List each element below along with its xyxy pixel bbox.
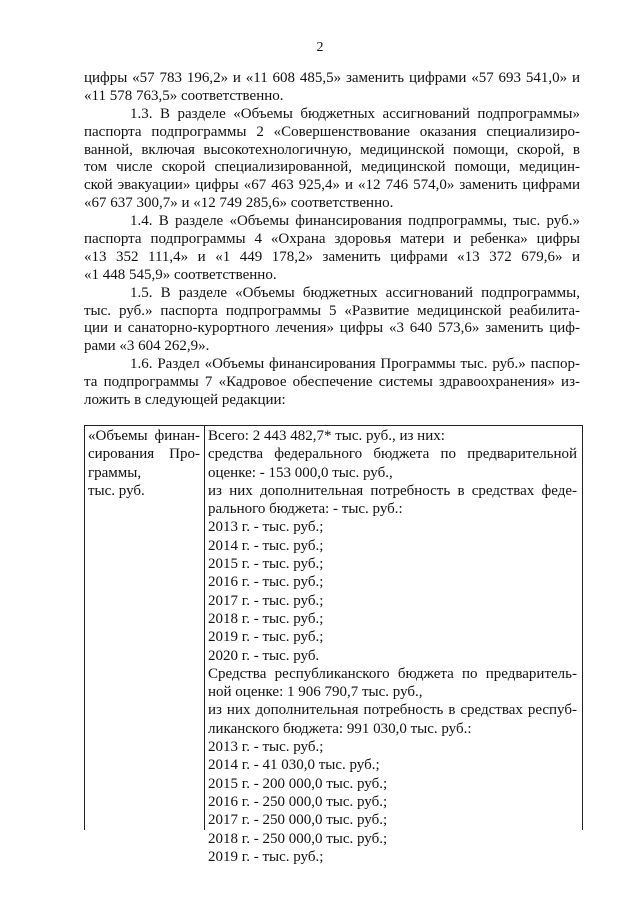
table-content-line: ликанского бюджета: 991 030,0 тыс. руб.: <box>208 720 472 737</box>
paragraph-line: та подпрограммы 7 «Кадровое обеспечение системы здравоохранения» из- <box>84 374 580 391</box>
table-label-line: тыс. руб. <box>88 482 145 499</box>
paragraph-line: 1.4. В разделе «Объемы финансирования подпрограммы, тыс. руб.» <box>130 213 580 230</box>
table-content-line: 2016 г. - 250 000,0 тыс. руб.; <box>208 793 388 810</box>
table-content-line: 2014 г. - 41 030,0 тыс. руб.; <box>208 757 380 774</box>
table-content-line: из них дополнительная потребность в средствах респуб- <box>208 702 577 719</box>
paragraph-line: «11 578 763,5» соответственно. <box>84 87 284 104</box>
table-label-line: сирования Про- <box>88 446 200 463</box>
paragraph-line: 1.3. В разделе «Объемы бюджетных ассигнований подпрограммы» <box>130 105 580 122</box>
table-label-line: граммы, <box>88 464 142 481</box>
table-content-line: оценке: - 153 000,0 тыс. руб., <box>208 464 393 481</box>
page-number: 2 <box>316 40 324 55</box>
table-content-line: 2018 г. - 250 000,0 тыс. руб.; <box>208 830 388 847</box>
paragraph-line: паспорта подпрограммы 2 «Совершенствование оказания специализиро- <box>84 123 580 140</box>
table-content-line: 2018 г. - тыс. руб.; <box>208 610 324 627</box>
body-text <box>84 70 580 410</box>
table-content-line: 2013 г. - тыс. руб.; <box>208 519 324 536</box>
paragraph-line: паспорта подпрограммы 4 «Охрана здоровья матери и ребенка» цифры <box>84 231 580 248</box>
paragraph-line: «67 637 300,7» и «12 749 285,6» соответственно. <box>84 195 394 212</box>
table-column-divider <box>204 426 205 830</box>
paragraph-line: «13 352 111,4» и «1 449 178,2» заменить цифрами «13 372 679,6» и <box>84 248 580 265</box>
paragraph-line: «1 448 545,9» соответственно. <box>84 266 277 283</box>
table-content-line: 2020 г. - тыс. руб. <box>208 647 320 664</box>
paragraph-line: тыс. руб.» паспорта подпрограммы 5 «Развитие медицинской реабилита- <box>84 302 580 319</box>
table-label-line: «Объемы финан- <box>88 428 200 444</box>
table-cell-label <box>88 427 200 500</box>
table-content-line: 2013 г. - тыс. руб.; <box>208 739 324 756</box>
table-content-line: 2017 г. - 250 000,0 тыс. руб.; <box>208 812 388 829</box>
paragraph-line: 1.6. Раздел «Объемы финансирования Программы тыс. руб.» паспор- <box>130 356 580 373</box>
paragraph-line: рами «3 604 262,9». <box>84 338 210 355</box>
table-content-line: средства федерального бюджета по предварительной <box>208 446 577 463</box>
paragraph-line: том числе скорой специализированной, медицинской помощи, медицин- <box>84 159 580 176</box>
paragraph-line: ложить в следующей редакции: <box>84 392 286 409</box>
table-content-line: 2015 г. - 200 000,0 тыс. руб.; <box>208 775 388 792</box>
table-content-line: рального бюджета: - тыс. руб.: <box>208 501 403 518</box>
table-content-line: 2017 г. - тыс. руб.; <box>208 592 324 609</box>
table-content-line: из них дополнительная потребность в средствах феде- <box>208 482 577 499</box>
table-cell-content <box>208 427 577 866</box>
table-content-line: 2019 г. - тыс. руб.; <box>208 629 324 646</box>
paragraph-line: ванной, включая высокотехнологичную, медицинской помощи, скорой, в <box>84 141 580 158</box>
table-content-line: ной оценке: 1 906 790,7 тыс. руб., <box>208 684 423 701</box>
paragraph-line: ции и санаторно-курортного лечения» цифры «3 640 573,6» заменить циф- <box>84 320 580 337</box>
paragraph-line: ской эвакуации» цифры «67 463 925,4» и «12 746 574,0» заменить цифрами <box>84 177 580 194</box>
funding-table <box>84 425 583 865</box>
table-content-line: Всего: 2 443 482,7* тыс. руб., из них: <box>208 428 445 444</box>
table-content-line: 2015 г. - тыс. руб.; <box>208 556 324 573</box>
table-content-line: 2016 г. - тыс. руб.; <box>208 574 324 591</box>
paragraph-line: 1.5. В разделе «Объемы бюджетных ассигнований подпрограммы, <box>130 284 580 301</box>
table-content-line: 2014 г. - тыс. руб.; <box>208 537 324 554</box>
table-content-line: Средства республиканского бюджета по предваритель- <box>208 665 577 682</box>
paragraph-line: цифры «57 783 196,2» и «11 608 485,5» заменить цифрами «57 693 541,0» и <box>84 70 580 86</box>
table-content-line: 2019 г. - тыс. руб.; <box>208 848 324 865</box>
